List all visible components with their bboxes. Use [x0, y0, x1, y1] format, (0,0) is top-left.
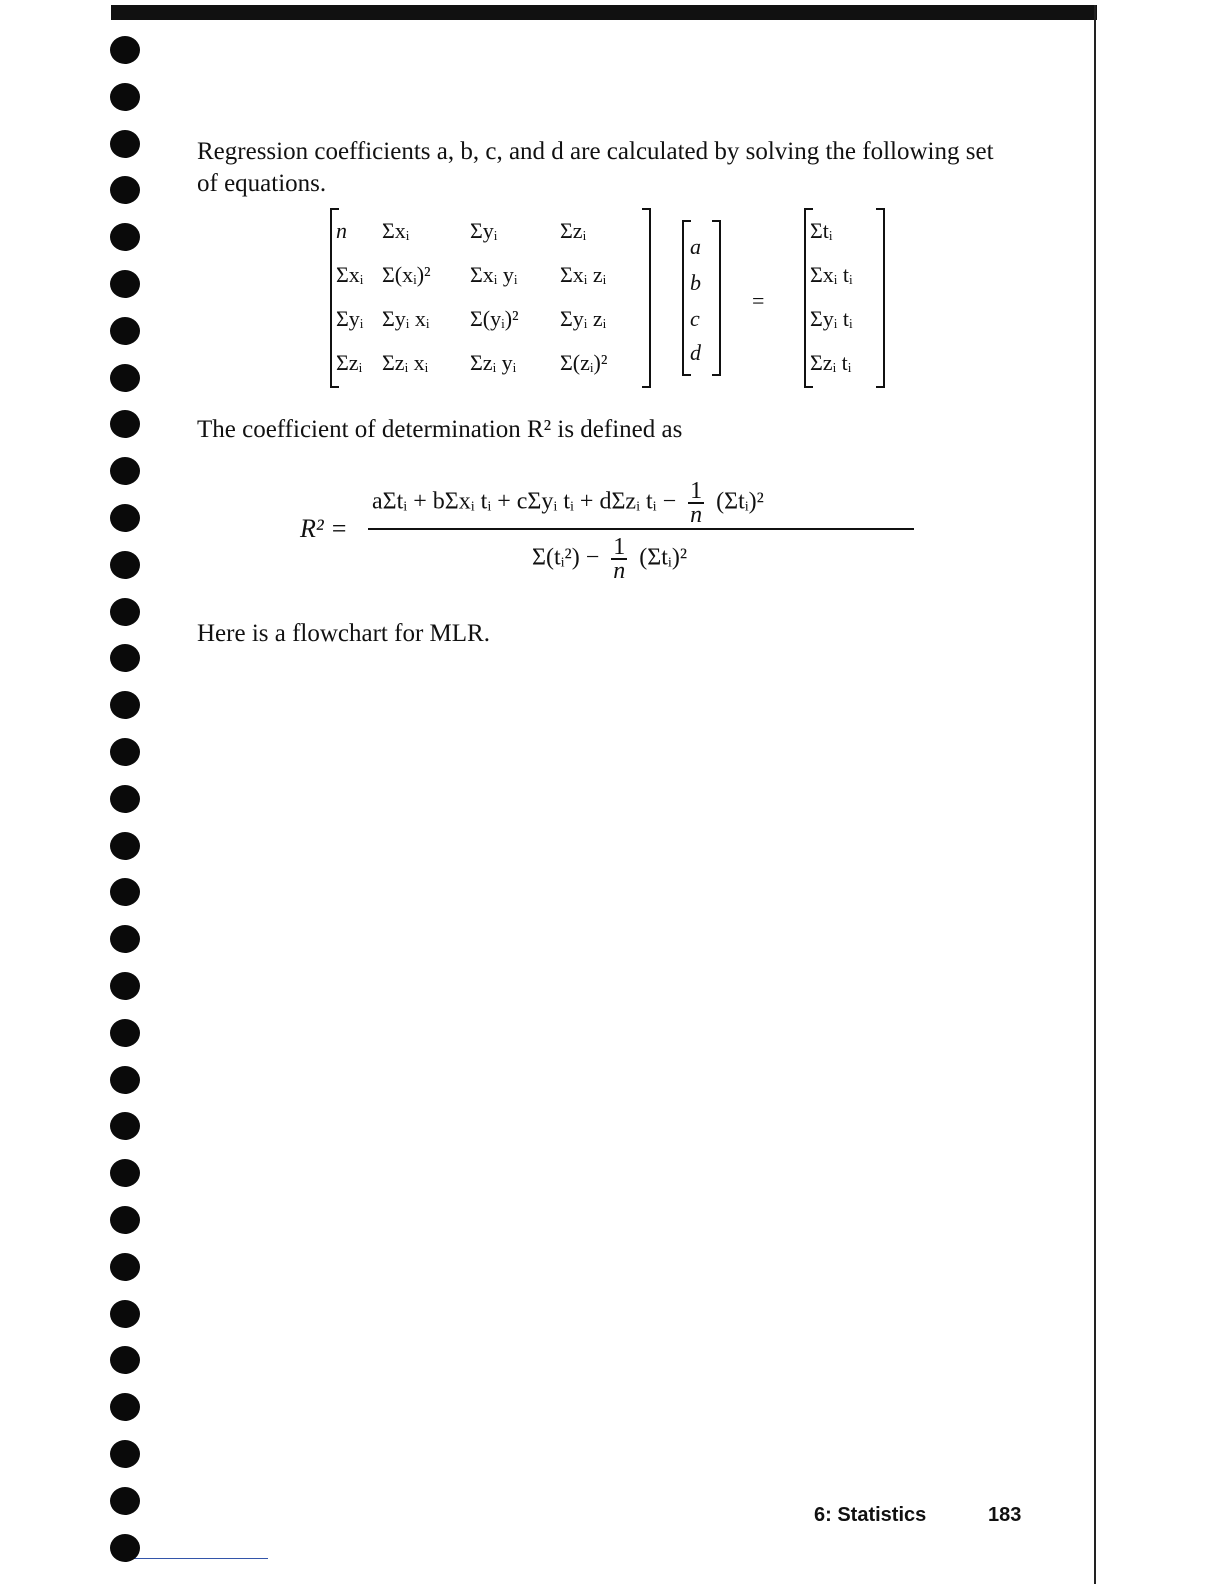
unknowns-right-bracket	[712, 220, 721, 376]
frac-denominator: n	[613, 558, 626, 584]
binding-hole	[110, 972, 140, 1000]
binding-hole	[110, 1066, 140, 1094]
denominator-main: Σ(tᵢ²) −	[532, 544, 600, 571]
footer-section: 6: Statistics	[814, 1504, 927, 1526]
rhs-cell: Σzᵢ tᵢ	[810, 350, 852, 375]
r2-denominator	[532, 536, 687, 582]
binding-hole	[110, 223, 140, 251]
one-over-n	[611, 536, 627, 582]
frac-numerator: 1	[613, 534, 626, 560]
binding-hole	[110, 410, 140, 438]
binding-hole	[110, 364, 140, 392]
binding-hole	[110, 644, 140, 672]
rhs-cell: Σxᵢ tᵢ	[810, 262, 853, 287]
intro-paragraph	[197, 136, 1017, 200]
matrix-cell: Σ(yᵢ)²	[470, 306, 519, 331]
top-border	[111, 5, 1097, 20]
normal-equations	[330, 208, 890, 388]
page-number: 183	[988, 1504, 1022, 1526]
binding-hole	[110, 457, 140, 485]
numerator-tail: (Σtᵢ)²	[716, 488, 764, 515]
matrix-cell: Σyᵢ xᵢ	[382, 306, 430, 331]
denominator-tail: (Σtᵢ)²	[639, 544, 688, 571]
matrix-cell: n	[336, 218, 347, 243]
rhs-right-bracket	[876, 208, 885, 388]
matrix-cell: Σ(zᵢ)²	[560, 350, 608, 375]
frac-denominator: n	[690, 502, 703, 528]
binding-hole	[110, 1112, 140, 1140]
binding-hole	[110, 1487, 140, 1515]
matrix-cell: Σzᵢ xᵢ	[382, 350, 429, 375]
rhs-cell: Σyᵢ tᵢ	[810, 306, 853, 331]
matrix-cell: Σyᵢ	[336, 306, 364, 331]
unknown-cell: d	[690, 340, 701, 365]
binding-hole	[110, 551, 140, 579]
binding-hole	[110, 1206, 140, 1234]
numerator-main: aΣtᵢ + bΣxᵢ tᵢ + cΣyᵢ tᵢ + dΣzᵢ tᵢ −	[372, 488, 677, 515]
matrix-cell: Σxᵢ	[336, 262, 364, 287]
matrix-cell: Σyᵢ zᵢ	[560, 306, 607, 331]
r2-formula	[296, 468, 936, 598]
binding-hole	[110, 598, 140, 626]
unknown-cell: b	[690, 270, 701, 295]
binding-hole	[110, 270, 140, 298]
binding-hole	[110, 691, 140, 719]
binding-hole	[110, 1300, 140, 1328]
unknown-cell: a	[690, 234, 701, 259]
frac-numerator: 1	[690, 478, 703, 504]
matrix-cell: Σzᵢ	[560, 218, 587, 243]
matrix-cell: Σyᵢ	[470, 218, 498, 243]
r2-paragraph	[197, 414, 1017, 446]
binding-holes	[110, 30, 150, 1584]
binding-hole	[110, 83, 140, 111]
matrix-right-bracket	[642, 208, 651, 388]
binding-hole	[110, 1253, 140, 1281]
intro-text: Regression coefficients a, b, c, and d are calculated by solving the following set of equations.	[197, 138, 994, 197]
binding-hole	[110, 130, 140, 158]
matrix-cell: Σzᵢ yᵢ	[470, 350, 517, 375]
flowchart-text: Here is a flowchart for MLR.	[197, 620, 490, 647]
binding-hole	[110, 317, 140, 345]
binding-hole	[110, 1159, 140, 1187]
binding-hole	[110, 1534, 140, 1562]
binding-hole	[110, 176, 140, 204]
binding-hole	[110, 1440, 140, 1468]
rhs-cell: Σtᵢ	[810, 218, 833, 243]
equals-sign: =	[752, 288, 765, 313]
r2-intro-text: The coefficient of determination R² is defined as	[197, 416, 683, 443]
binding-hole	[110, 785, 140, 813]
binding-hole	[110, 925, 140, 953]
binding-hole	[110, 1019, 140, 1047]
matrix-cell: Σxᵢ	[382, 218, 410, 243]
binding-hole	[110, 1393, 140, 1421]
right-edge-line	[1094, 5, 1096, 1584]
r2-fraction-line	[368, 528, 914, 530]
binding-hole	[110, 738, 140, 766]
binding-hole	[110, 504, 140, 532]
binding-hole	[110, 878, 140, 906]
binding-hole	[110, 832, 140, 860]
binding-hole	[110, 36, 140, 64]
r2-lhs: R² =	[300, 514, 348, 543]
matrix-cell: Σxᵢ yᵢ	[470, 262, 518, 287]
flowchart-paragraph	[197, 618, 1017, 650]
one-over-n	[688, 480, 704, 526]
matrix-cell: Σ(xᵢ)²	[382, 262, 431, 287]
matrix-cell: Σxᵢ zᵢ	[560, 262, 607, 287]
unknown-cell: c	[690, 306, 700, 331]
binding-hole	[110, 1346, 140, 1374]
matrix-cell: Σzᵢ	[336, 350, 363, 375]
r2-numerator	[372, 480, 764, 526]
